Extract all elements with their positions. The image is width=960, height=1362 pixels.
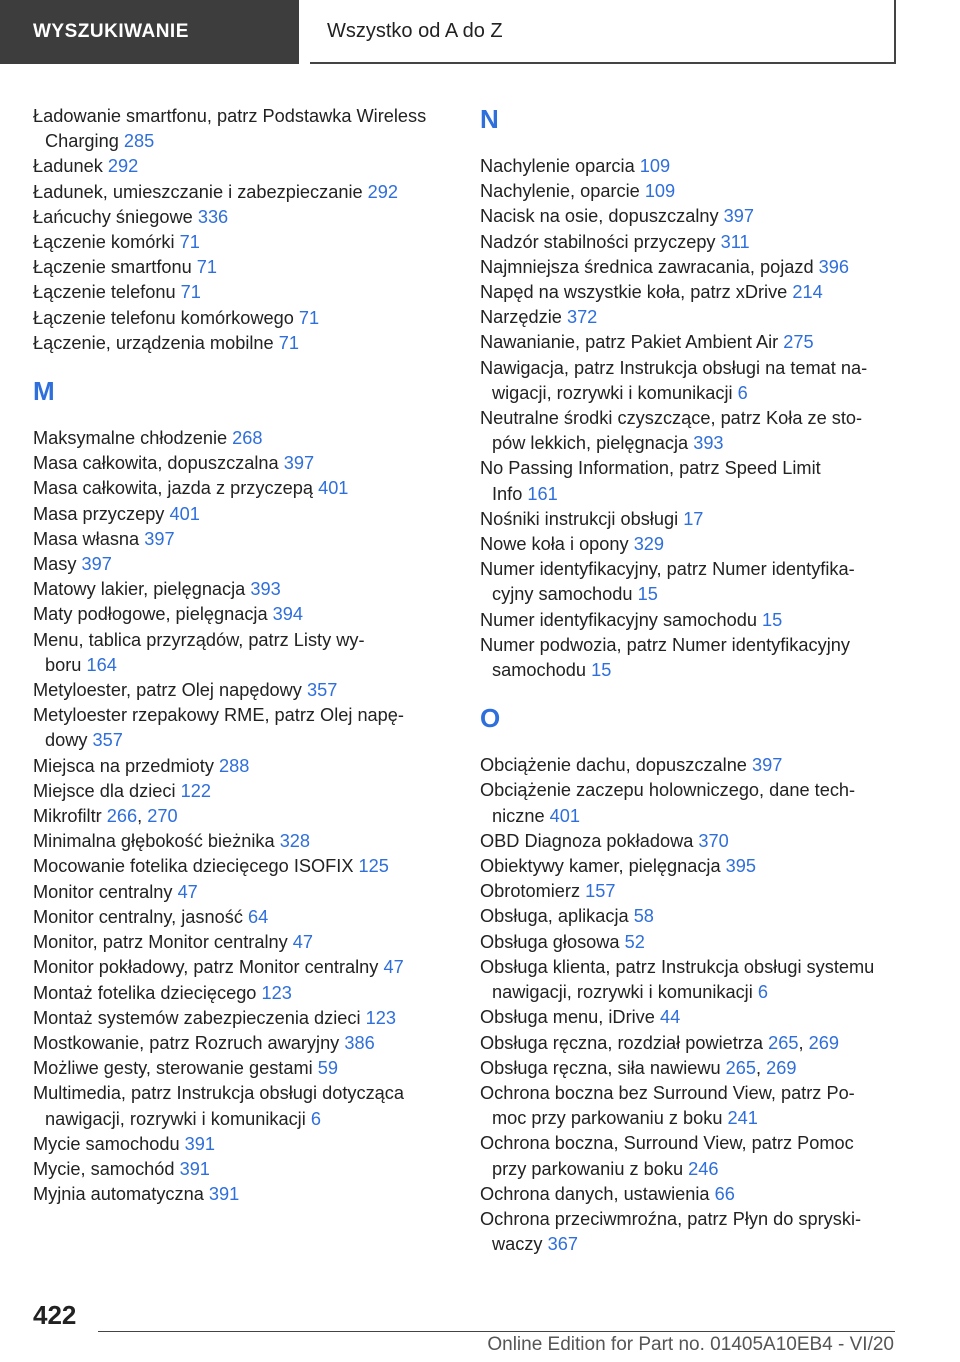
section-tab: WYSZUKIWANIE xyxy=(0,0,299,64)
index-term: Ładunek xyxy=(33,156,103,177)
index-entry xyxy=(33,1056,453,1081)
index-entry xyxy=(33,779,453,804)
index-term-line: pów lekkich, pielęgnacja xyxy=(492,433,689,454)
page-reference-link[interactable]: 246 xyxy=(688,1158,719,1179)
index-term: Mikrofiltr xyxy=(33,806,102,827)
page-reference-link[interactable]: 123 xyxy=(261,982,292,1003)
page-reference-link[interactable]: 47 xyxy=(177,881,198,902)
index-term xyxy=(480,408,862,453)
index-entry xyxy=(480,778,900,828)
page-reference-link[interactable]: 393 xyxy=(693,433,724,454)
index-entry xyxy=(33,829,453,854)
index-entry xyxy=(480,557,900,607)
page-reference-link[interactable]: 391 xyxy=(208,1184,240,1205)
index-entry xyxy=(480,204,900,229)
index-entry xyxy=(33,678,453,703)
page-reference-link[interactable]: 401 xyxy=(549,805,580,826)
footer-edition: Online Edition for Part no. 01405A10EB4 - VI/20 xyxy=(487,1334,894,1355)
index-entry xyxy=(33,476,453,501)
page-reference-link[interactable]: 269 xyxy=(766,1057,797,1078)
index-term-line: wigacji, rozrywki i komunikacji xyxy=(492,382,733,403)
page-reference-link[interactable]: 292 xyxy=(367,181,399,202)
index-entry xyxy=(480,955,900,1005)
index-entry xyxy=(33,426,453,451)
index-entry xyxy=(33,451,453,476)
index-term: Ładowanie smartfonu, patrz Podstawka Wireless Charging xyxy=(33,106,427,152)
index-entry xyxy=(33,1157,453,1182)
page-reference-link[interactable]: 285 xyxy=(123,131,155,152)
index-term xyxy=(480,1209,861,1254)
index-entry xyxy=(33,880,453,905)
index-entry xyxy=(33,306,453,331)
index-entry xyxy=(480,854,900,879)
index-term-line: Ochrona przeciwmroźna, patrz Płyn do spryski- xyxy=(480,1208,862,1229)
page-reference-link[interactable]: 17 xyxy=(683,508,704,529)
index-entry xyxy=(480,829,900,854)
index-term: Mycie, samochód xyxy=(33,1158,175,1179)
index-letter-heading: M xyxy=(33,376,55,407)
index-entry xyxy=(33,930,453,955)
page-reference-link[interactable]: 396 xyxy=(818,256,850,277)
index-term: Masa całkowita, jazda z przyczepą xyxy=(33,478,314,499)
index-term: Ochrona danych, ustawienia xyxy=(480,1183,710,1204)
index-term: Obsługa ręczna, rozdział powietrza xyxy=(480,1032,764,1053)
page-reference-link[interactable]: 397 xyxy=(144,528,175,549)
index-term: Matowy lakier, pielęgnacja xyxy=(33,579,246,600)
index-term: Maksymalne chłodzenie xyxy=(33,428,228,449)
index-term: Nośniki instrukcji obsługi xyxy=(480,508,679,529)
index-entry xyxy=(33,1081,453,1131)
index-term: Monitor, patrz Monitor centralny xyxy=(33,932,288,953)
index-term: Łańcuchy śniegowe xyxy=(33,206,193,227)
index-term xyxy=(33,1083,404,1128)
index-term-line: niczne xyxy=(492,805,545,826)
index-term: Masa własna xyxy=(33,528,140,549)
index-entry xyxy=(33,602,453,627)
index-entry xyxy=(33,552,453,577)
index-term: Myjnia automatyczna xyxy=(33,1184,204,1205)
index-term: Masa całkowita, dopuszczalna xyxy=(33,453,279,474)
index-term: Narzędzie xyxy=(480,307,562,328)
index-term: Mocowanie fotelika dziecięcego ISOFIX xyxy=(33,856,354,877)
page-reference-link[interactable]: 328 xyxy=(279,831,311,852)
index-entry xyxy=(33,502,453,527)
index-entry: Mikrofiltr 266, 270 xyxy=(33,806,178,827)
page-reference-link[interactable]: 59 xyxy=(317,1058,338,1079)
index-term: Montaż fotelika dziecięcego xyxy=(33,982,257,1003)
index-term-line: Metyloester rzepakowy RME, patrz Olej napę- xyxy=(33,705,404,726)
index-entry xyxy=(33,180,453,205)
index-term xyxy=(33,705,404,750)
index-entry xyxy=(480,1131,900,1181)
index-term: Nawanianie, patrz Pakiet Ambient Air xyxy=(480,332,779,353)
index-entry xyxy=(480,753,900,778)
index-entry xyxy=(480,305,900,330)
index-term-line: Obsługa klienta, patrz Instrukcja obsługi systemu xyxy=(480,956,875,977)
index-term xyxy=(480,559,855,604)
index-entry xyxy=(480,456,900,506)
page-reference-link[interactable]: 52 xyxy=(624,931,645,952)
index-term: Najmniejsza średnica zawracania, pojazd xyxy=(480,256,814,277)
index-entry xyxy=(33,1132,453,1157)
page-reference-link[interactable]: 265 xyxy=(768,1032,799,1053)
page-reference-link[interactable]: 394 xyxy=(272,604,303,625)
index-term-line: Obciążenie zaczepu holowniczego, dane tech- xyxy=(480,780,856,801)
page-reference-link[interactable]: 47 xyxy=(383,957,404,978)
index-letter-heading: O xyxy=(480,703,501,734)
page-reference-link[interactable]: 367 xyxy=(547,1234,578,1255)
index-entry xyxy=(480,879,900,904)
page-reference-link[interactable]: 71 xyxy=(298,307,320,328)
index-entry xyxy=(33,280,453,305)
index-term-line: Ochrona boczna, Surround View, patrz Pomoc xyxy=(480,1133,854,1154)
index-entry xyxy=(480,532,900,557)
section-gap xyxy=(33,356,453,370)
index-entry xyxy=(480,356,900,406)
page-reference-link[interactable]: 157 xyxy=(585,881,616,902)
page-reference-link[interactable]: 391 xyxy=(184,1133,215,1154)
index-term: Masa przyczepy xyxy=(33,503,165,524)
index-term: Montaż systemów zabezpieczenia dzieci xyxy=(33,1007,361,1028)
index-term-line: Numer identyfikacyjny, patrz Numer identyfika- xyxy=(480,559,855,580)
index-entry xyxy=(480,1005,900,1030)
index-entry xyxy=(480,179,900,204)
index-term: Metyloester, patrz Olej napędowy xyxy=(33,680,302,701)
index-entry xyxy=(480,280,900,305)
page-reference-link[interactable]: 58 xyxy=(633,906,654,927)
index-entry xyxy=(480,608,900,633)
index-term-line: Ochrona boczna bez Surround View, patrz Po- xyxy=(480,1082,855,1103)
page-reference-link[interactable]: 164 xyxy=(86,654,117,675)
index-entry xyxy=(480,154,900,179)
page-reference-link[interactable]: 357 xyxy=(306,680,338,701)
page-reference-link[interactable]: 329 xyxy=(633,534,665,555)
index-entry xyxy=(480,330,900,355)
index-term: Obciążenie dachu, dopuszczalne xyxy=(480,755,747,776)
page-reference-link[interactable]: 266 xyxy=(106,806,138,827)
index-entry xyxy=(33,104,453,154)
index-term: Maty podłogowe, pielęgnacja xyxy=(33,604,268,625)
index-entry xyxy=(33,154,453,179)
index-entry xyxy=(480,633,900,683)
page-reference-link[interactable]: 386 xyxy=(344,1032,375,1053)
page-reference-link[interactable]: 336 xyxy=(197,206,229,227)
page-reference-link[interactable]: 6 xyxy=(310,1108,321,1129)
index-term-line: przy parkowaniu z boku xyxy=(492,1158,684,1179)
index-term-line: Nawigacja, patrz Instrukcja obsługi na temat na- xyxy=(480,357,868,378)
index-term: Monitor pokładowy, patrz Monitor centralny xyxy=(33,957,379,978)
index-term: Miejsca na przedmioty xyxy=(33,755,214,776)
index-entry xyxy=(480,930,900,955)
page-number: 422 xyxy=(33,1300,77,1330)
index-term-line: nawigacji, rozrywki i komunikacji xyxy=(45,1108,306,1129)
index-term-line: nawigacji, rozrywki i komunikacji xyxy=(492,982,753,1003)
page-reference-link[interactable]: 292 xyxy=(107,156,139,177)
index-term: Mycie samochodu xyxy=(33,1133,180,1154)
page-reference-link[interactable]: 66 xyxy=(714,1183,735,1204)
page-reference-link[interactable]: 122 xyxy=(180,780,211,801)
index-term: Masy xyxy=(33,554,77,575)
index-term: Łączenie komórki xyxy=(33,232,175,253)
page-reference-link[interactable]: 15 xyxy=(591,660,612,681)
index-entry xyxy=(480,255,900,280)
page-reference-link[interactable]: 6 xyxy=(757,982,768,1003)
page-reference-link[interactable]: 311 xyxy=(720,231,750,252)
page-reference-link[interactable]: 401 xyxy=(169,503,200,524)
page-reference-link[interactable]: 265 xyxy=(725,1057,757,1078)
index-entry xyxy=(33,255,453,280)
page-reference-link[interactable]: 44 xyxy=(659,1007,681,1028)
index-term: Mostkowanie, patrz Rozruch awaryjny xyxy=(33,1032,340,1053)
index-term-line: dowy xyxy=(45,730,88,751)
page-reference-link[interactable]: 109 xyxy=(644,181,676,202)
index-term: Nowe koła i opony xyxy=(480,534,629,555)
page-reference-link[interactable]: 268 xyxy=(232,428,263,449)
index-entry xyxy=(33,754,453,779)
index-term-line: Numer podwozia, patrz Numer identyfikacyjny xyxy=(480,634,850,655)
page-reference-link[interactable]: 123 xyxy=(365,1007,396,1028)
index-term xyxy=(480,780,855,825)
index-entry xyxy=(33,230,453,255)
index-entry xyxy=(33,331,453,356)
page-reference-link[interactable]: 397 xyxy=(81,554,112,575)
page-reference-link[interactable]: 397 xyxy=(752,755,783,776)
page-reference-link[interactable]: 269 xyxy=(808,1032,839,1053)
index-entry xyxy=(33,981,453,1006)
page-reference-link[interactable]: 357 xyxy=(92,730,123,751)
index-term-line: samochodu xyxy=(492,660,587,681)
page-reference-link[interactable]: 15 xyxy=(637,584,658,605)
index-entry xyxy=(480,507,900,532)
index-entry xyxy=(480,1081,900,1131)
page-reference-link[interactable]: 397 xyxy=(283,453,315,474)
index-term: Monitor centralny, jasność xyxy=(33,906,243,927)
page-reference-link[interactable]: 288 xyxy=(219,755,250,776)
index-entry xyxy=(33,1031,453,1056)
index-term-line: Multimedia, patrz Instrukcja obsługi dotycząca xyxy=(33,1083,404,1104)
index-term xyxy=(33,630,365,675)
page-reference-link[interactable]: 161 xyxy=(527,483,558,504)
index-term: Obiektywy kamer, pielęgnacja xyxy=(480,856,721,877)
page-reference-link[interactable]: 391 xyxy=(179,1158,210,1179)
index-term: Nachylenie oparcia xyxy=(480,156,635,176)
index-term: Ładunek, umieszczanie i zabezpieczanie xyxy=(33,181,363,202)
index-term xyxy=(480,1083,855,1128)
index-term-line: No Passing Information, patrz Speed Limit xyxy=(480,458,821,479)
page-reference-link[interactable]: 372 xyxy=(566,307,598,328)
index-term xyxy=(480,358,867,403)
index-term-line: Menu, tablica przyrządów, patrz Listy wy- xyxy=(33,629,365,650)
index-term: Nacisk na osie, dopuszczalny xyxy=(480,206,719,227)
index-entry xyxy=(480,1182,900,1207)
index-entry xyxy=(33,905,453,930)
index-entry xyxy=(33,854,453,879)
page-reference-link[interactable]: 270 xyxy=(147,806,178,827)
index-term-line: moc przy parkowaniu z boku xyxy=(492,1108,723,1129)
index-term: Łączenie telefonu xyxy=(33,282,176,303)
index-term: Łączenie, urządzenia mobilne xyxy=(33,332,274,353)
index-term: Obsługa menu, iDrive xyxy=(480,1007,655,1028)
index-term xyxy=(480,957,874,1002)
page-reference-link[interactable]: 401 xyxy=(318,478,349,499)
page-reference-link[interactable]: 370 xyxy=(698,830,729,851)
page-reference-link[interactable]: 109 xyxy=(639,156,671,176)
index-term-line: waczy xyxy=(492,1234,543,1255)
page-reference-link[interactable]: 64 xyxy=(247,906,269,927)
page-reference-link[interactable]: 397 xyxy=(723,206,754,227)
index-term: Miejsce dla dzieci xyxy=(33,780,176,801)
index-letter-heading: N xyxy=(480,104,499,134)
index-term: Łączenie telefonu komórkowego xyxy=(33,307,294,328)
index-entry: Obsługa ręczna, siła nawiewu 265, 269 xyxy=(480,1057,797,1078)
index-entry xyxy=(33,1182,453,1207)
page-reference-link[interactable]: 71 xyxy=(179,232,200,253)
index-entry xyxy=(480,904,900,929)
index-term xyxy=(480,1133,854,1178)
page-header xyxy=(0,0,960,66)
index-entry xyxy=(480,230,900,255)
page-reference-link[interactable]: 71 xyxy=(196,257,218,278)
index-term-line: cyjny samochodu xyxy=(492,584,633,605)
index-term-line: Info xyxy=(492,483,523,504)
page-reference-link[interactable]: 395 xyxy=(725,856,757,877)
index-term: Obsługa głosowa xyxy=(480,931,620,952)
page-reference-link[interactable]: 71 xyxy=(180,282,201,303)
index-term xyxy=(480,635,850,680)
page-reference-link[interactable]: 6 xyxy=(737,382,748,403)
index-term-line: boru xyxy=(45,654,82,675)
section-gap xyxy=(480,683,900,697)
index-term: Minimalna głębokość bieżnika xyxy=(33,831,275,852)
chapter-title: Wszystko od A do Z xyxy=(310,0,896,64)
index-term: Napęd na wszystkie koła, patrz xDrive xyxy=(480,282,788,303)
index-term: OBD Diagnoza pokładowa xyxy=(480,830,694,851)
index-entry xyxy=(33,577,453,602)
page-reference-link[interactable]: 125 xyxy=(358,856,389,877)
index-entry xyxy=(33,628,453,678)
index-entry xyxy=(33,1006,453,1031)
index-term: Numer identyfikacyjny samochodu xyxy=(480,609,757,630)
page-reference-link[interactable]: 241 xyxy=(727,1108,758,1129)
index-term-line: Neutralne środki czyszczące, patrz Koła ze sto- xyxy=(480,408,863,429)
index-entry xyxy=(33,527,453,552)
index-column-left xyxy=(33,104,453,1207)
index-term: Łączenie smartfonu xyxy=(33,257,192,278)
index-term: Nachylenie, oparcie xyxy=(480,181,640,202)
page-reference-link[interactable]: 47 xyxy=(292,932,314,953)
index-term: Obrotomierz xyxy=(480,881,581,902)
page-reference-link[interactable]: 214 xyxy=(792,282,823,303)
page-reference-link[interactable]: 71 xyxy=(278,332,299,353)
index-entry: Obsługa ręczna, rozdział powietrza 265, 269 xyxy=(480,1032,839,1053)
page-reference-link[interactable]: 15 xyxy=(762,609,783,630)
index-entry xyxy=(480,1207,900,1257)
page-reference-link[interactable]: 275 xyxy=(783,332,814,353)
index-entry xyxy=(33,703,453,753)
index-term: Obsługa ręczna, siła nawiewu xyxy=(480,1057,721,1078)
index-entry xyxy=(33,955,453,980)
index-term: Nadzór stabilności przyczepy xyxy=(480,231,716,252)
index-entry xyxy=(480,406,900,456)
index-term: Obsługa, aplikacja xyxy=(480,906,629,927)
index-term: Monitor centralny xyxy=(33,881,173,902)
index-column-right xyxy=(480,104,900,1257)
page-reference-link[interactable]: 393 xyxy=(250,579,281,600)
index-term: Możliwe gesty, sterowanie gestami xyxy=(33,1058,313,1079)
index-entry xyxy=(33,205,453,230)
